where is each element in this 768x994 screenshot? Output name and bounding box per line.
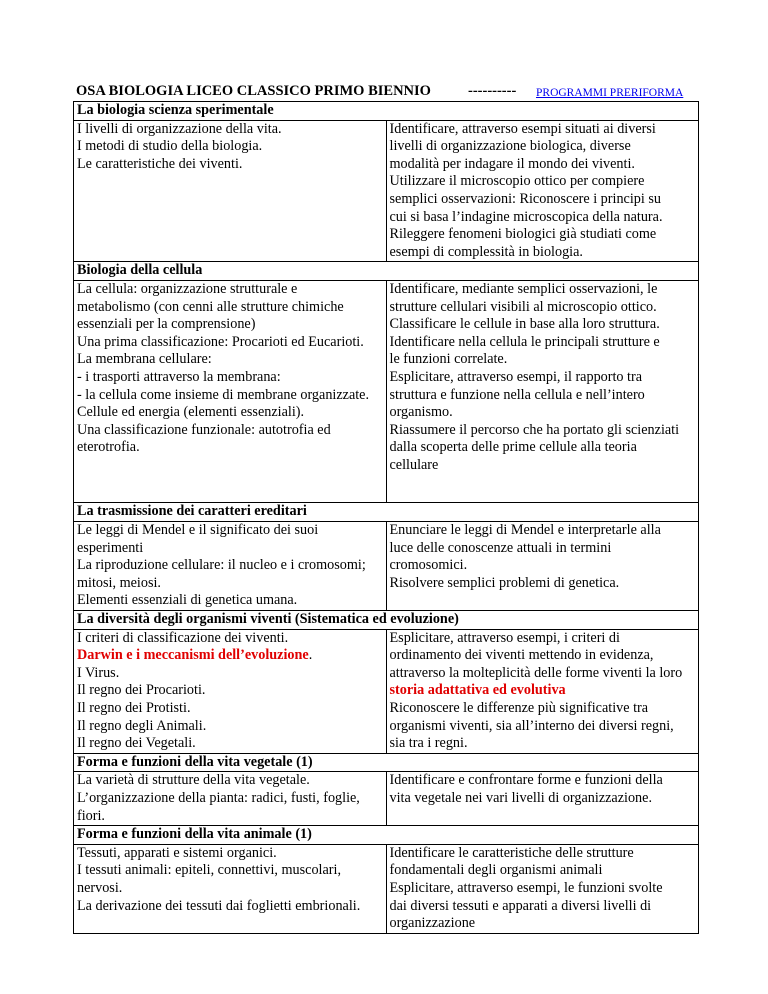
- section-content-row: [74, 629, 699, 753]
- objective-line: esempi di complessità in biologia.: [389, 243, 583, 260]
- contents-cell: [74, 629, 387, 753]
- objective-line: luce delle conoscenze attuali in termini: [389, 539, 612, 556]
- objective-line: Riassumere il percorso che ha portato gli scienziati: [389, 421, 680, 438]
- content-line: Il regno dei Protisti.: [77, 700, 191, 716]
- objective-line: Esplicitare, attraverso esempi, il rapporto tra: [389, 368, 643, 385]
- contents-cell: [74, 280, 387, 503]
- content-line: Una prima classificazione: Procarioti ed Eucarioti.: [77, 333, 364, 350]
- content-line: Elementi essenziali di genetica umana.: [77, 592, 298, 609]
- programmi-preriforma-link[interactable]: PROGRAMMI PRERIFORMA: [536, 87, 684, 99]
- objective-line: Esplicitare, attraverso esempi, i criteri di: [389, 629, 620, 646]
- objective-line: dai diversi tessuti e apparati a diversi livelli di: [389, 897, 652, 914]
- content-line: I tessuti animali: epiteli, connettivi, muscolari,: [77, 862, 341, 879]
- content-line: La derivazione dei tessuti dai foglietti embrionali.: [77, 897, 361, 914]
- objective-line: organizzazione: [389, 915, 476, 932]
- objective-line: modalità per indagare il mondo dei viventi.: [389, 155, 635, 172]
- objective-line: cui si basa l’indagine microscopica della natura.: [389, 208, 663, 225]
- objectives-cell: [386, 844, 699, 933]
- objectives-cell: [386, 522, 699, 611]
- content-line: La riproduzione cellulare: il nucleo e i cromosomi;: [77, 557, 366, 574]
- objective-line: Identificare, attraverso esempi situati ai diversi: [389, 120, 656, 137]
- objective-line: Identificare, mediante semplici osservazioni, le: [389, 280, 658, 297]
- section-heading-row: [74, 503, 699, 522]
- objective-line: Identificare le caratteristiche delle strutture: [389, 844, 634, 861]
- content-line: I criteri di classificazione dei viventi.: [77, 629, 289, 646]
- content-line: mitosi, meiosi.: [77, 574, 161, 591]
- section-heading-row: [74, 611, 699, 630]
- objective-line: dalla scoperta delle prime cellule alla teoria: [389, 439, 637, 456]
- section-heading: Forma e funzioni della vita animale (1): [74, 826, 699, 845]
- section-content-row: [74, 522, 699, 611]
- section-heading-row: [74, 102, 699, 121]
- objective-line: Riconoscere le differenze più significative tra: [389, 700, 649, 716]
- content-line: Una classificazione funzionale: autotrofia ed: [77, 421, 331, 438]
- objectives-cell: [386, 280, 699, 503]
- content-line: essenziali per la comprensione): [77, 316, 256, 333]
- objective-line: strutture cellulari visibili al microscopio ottico.: [389, 298, 657, 315]
- content-line: - la cellula come insieme di membrane organizzate.: [77, 386, 370, 403]
- objective-line: Identificare nella cellula le principali strutture e: [389, 333, 660, 350]
- objective-line: Enunciare le leggi di Mendel e interpretarle alla: [389, 522, 661, 539]
- objective-line: organismi viventi, sia all’interno dei diversi regni,: [389, 717, 674, 734]
- content-line: fiori.: [77, 807, 105, 824]
- cell-spacer: [390, 474, 696, 502]
- content-line: Il regno degli Animali.: [77, 717, 207, 734]
- contents-cell: [74, 120, 387, 262]
- section-content-row: [74, 844, 699, 933]
- section-content-row: [74, 772, 699, 826]
- objectives-cell: [386, 772, 699, 826]
- content-line: Il regno dei Vegetali.: [77, 735, 196, 752]
- section-heading: La biologia scienza sperimentale: [74, 102, 699, 121]
- section-heading-row: [74, 753, 699, 772]
- section-content-row: [74, 120, 699, 262]
- objective-line: cellulare: [389, 456, 439, 473]
- objective-line: le funzioni correlate.: [389, 351, 508, 368]
- content-line: I Virus.: [77, 664, 120, 681]
- objective-line: vita vegetale nei vari livelli di organizzazione.: [389, 789, 652, 806]
- punctuation: .: [308, 647, 313, 664]
- objective-line: sia tra i regni.: [389, 735, 468, 752]
- content-line: Cellule ed energia (elementi essenziali).: [77, 404, 305, 421]
- content-line: nervosi.: [77, 879, 123, 896]
- content-line: I livelli di organizzazione della vita.: [77, 120, 282, 137]
- content-line: La cellula: organizzazione strutturale e: [77, 280, 298, 297]
- content-line: L’organizzazione della pianta: radici, fusti, foglie,: [77, 789, 360, 806]
- section-content-row: [74, 280, 699, 503]
- section-heading: Biologia della cellula: [74, 262, 699, 281]
- objective-line: organismo.: [389, 404, 453, 421]
- document-title: OSA BIOLOGIA LICEO CLASSICO PRIMO BIENNIO: [76, 83, 431, 99]
- content-line: Il regno dei Procarioti.: [77, 682, 206, 699]
- section-heading-row: [74, 826, 699, 845]
- objective-line: struttura e funzione nella cellula e nell’intero: [389, 386, 645, 403]
- section-heading: La diversità degli organismi viventi (Sistematica ed evoluzione): [74, 611, 699, 630]
- content-line: Le caratteristiche dei viventi.: [77, 155, 243, 172]
- content-line: esperimenti: [77, 539, 144, 556]
- highlighted-objective: storia adattativa ed evolutiva: [389, 682, 566, 699]
- objective-line: fondamentali degli organismi animali: [389, 862, 603, 879]
- content-line: Le leggi di Mendel e il significato dei suoi: [77, 522, 319, 539]
- content-line: - i trasporti attraverso la membrana:: [77, 368, 281, 385]
- contents-cell: [74, 522, 387, 611]
- section-heading: Forma e funzioni della vita vegetale (1): [74, 753, 699, 772]
- contents-cell: [74, 844, 387, 933]
- document-header: [76, 83, 696, 103]
- objectives-cell: [386, 120, 699, 262]
- objective-line: Esplicitare, attraverso esempi, le funzioni svolte: [389, 879, 663, 896]
- content-line: La membrana cellulare:: [77, 351, 212, 368]
- section-heading-row: [74, 262, 699, 281]
- content-line: metabolismo (con cenni alle strutture chimiche: [77, 298, 344, 315]
- objective-line: Utilizzare il microscopio ottico per compiere: [389, 173, 645, 190]
- contents-cell: [74, 772, 387, 826]
- objective-line: Risolvere semplici problemi di genetica.: [389, 574, 620, 591]
- content-line: La varietà di strutture della vita vegetale.: [77, 772, 310, 789]
- objective-line: Rileggere fenomeni biologici già studiati come: [389, 226, 657, 243]
- content-line: I metodi di studio della biologia.: [77, 138, 263, 155]
- objective-line: semplici osservazioni: Riconoscere i principi su: [389, 190, 661, 207]
- title-separator: ----------: [468, 83, 517, 99]
- objective-line: Classificare le cellule in base alla loro struttura.: [389, 316, 660, 333]
- objective-line: ordinamento dei viventi mettendo in evidenza,: [389, 647, 654, 664]
- content-line: eterotrofia.: [77, 439, 140, 456]
- program-table: [73, 101, 699, 934]
- objectives-cell: [386, 629, 699, 753]
- objective-line: livelli di organizzazione biologica, diverse: [389, 138, 631, 155]
- objective-line: attraverso la molteplicità delle forme viventi la loro: [389, 664, 683, 681]
- section-heading: La trasmissione dei caratteri ereditari: [74, 503, 699, 522]
- objective-line: Identificare e confrontare forme e funzioni della: [389, 772, 663, 789]
- highlighted-topic: Darwin e i meccanismi dell’evoluzione: [77, 647, 309, 664]
- objective-line: cromosomici.: [389, 557, 468, 574]
- content-line: [77, 647, 383, 665]
- content-line: Tessuti, apparati e sistemi organici.: [77, 844, 277, 861]
